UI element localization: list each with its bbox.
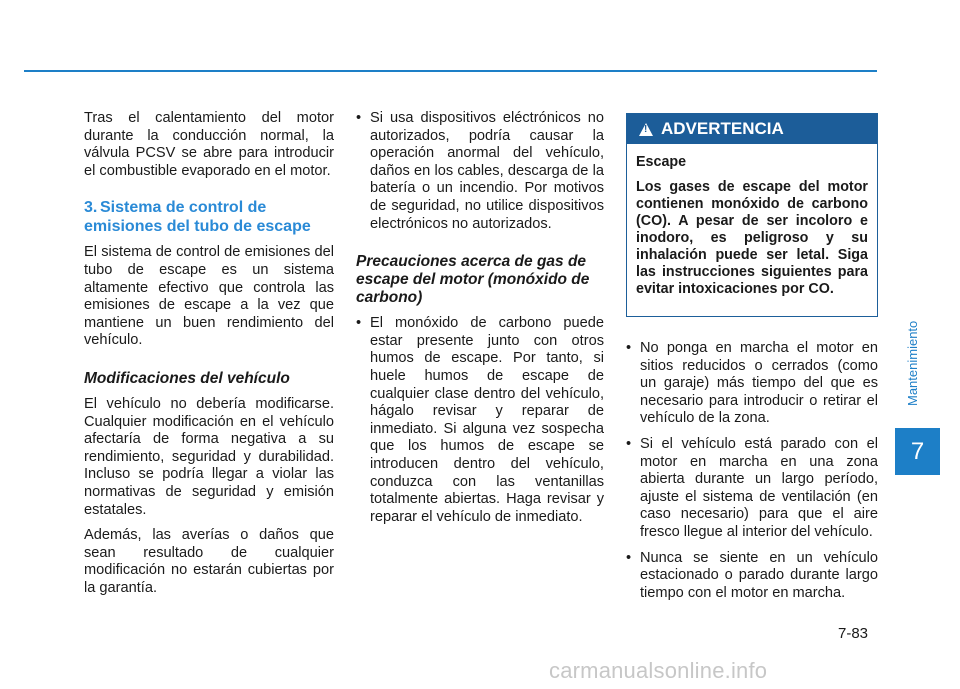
list-item: • Si usa dispositivos eléctrónicos no autorizados, podría causar la operación anormal del vehículo, daños en los cables, descarga de la batería o un incendio. Por motivos de seguridad, no utilice dispositivos electrónicos no autorizados. <box>356 110 604 233</box>
bullet-list-safety <box>626 340 878 602</box>
section-number: 3. <box>84 199 98 217</box>
bullet-list-co <box>356 315 604 526</box>
section-title <box>84 198 334 236</box>
bullet-list-electronics <box>356 110 604 233</box>
section-paragraph: El sistema de control de emisiones del tubo de escape es un sistema altamente efectivo que controla las emisiones de escape a la vez que mantiene un buen rendimiento del vehículo. <box>84 244 334 349</box>
modifications-paragraph-2: Además, las averías o daños que sean resultado de cualquier modificación no estarán cubiertas por la garantía. <box>84 527 334 596</box>
chapter-tab: 7 <box>895 428 940 475</box>
list-item: • Nunca se siente en un vehículo estacionado o parado durante largo tiempo con el motor en marcha. <box>626 550 878 603</box>
warning-body <box>627 144 877 298</box>
list-item: • El monóxido de carbono puede estar presente junto con otros humos de escape. Por tanto, si huele humos de escape de cualquier clase dentro del vehículo, hágalo revisar y reparar de inmediato. Si alguna vez sospecha que los humos de escape se introducen dentro del vehículo, conduzca con las ventanillas totalmente abiertas. Haga revisar y reparar el vehículo de inmediato. <box>356 315 604 526</box>
column-middle <box>356 110 604 534</box>
subsection-title-modifications: Modificaciones del vehículo <box>84 369 290 387</box>
watermark: carmanualsonline.info <box>549 658 768 683</box>
page-number: 7-83 <box>838 625 869 642</box>
warning-box <box>626 113 878 317</box>
list-item: • No ponga en marcha el motor en sitios reducidos o cerrados (como un garaje) más tiempo del que es necesario para introducir o retirar el vehículo de la zona. <box>626 340 878 428</box>
column-right <box>626 340 878 610</box>
warning-text: Los gases de escape del motor contienen monóxido de carbono (CO). A pesar de ser incoloro e inodoro, es peligroso y su inhalación puede ser letal. Siga las instrucciones siguientes para evitar intoxicaciones por CO. <box>636 179 868 297</box>
warning-header <box>627 114 877 144</box>
intro-paragraph: Tras el calentamiento del motor durante la conducción normal, la válvula PCSV se abre para introducir el combustible evaporado en el motor. <box>84 110 334 179</box>
column-left <box>84 110 334 605</box>
list-item: • Si el vehículo está parado con el motor en marcha en una zona abierta durante un largo período, ajuste el sistema de ventilación (en caso necesario) para que el aire fresco llegue al interior del vehículo. <box>626 436 878 542</box>
subsection-title-exhaust: Precauciones acerca de gas de escape del motor (monóxido de carbono) <box>356 253 590 307</box>
section-title-text: Sistema de control de emisiones del tubo de escape <box>84 199 311 236</box>
warning-triangle-icon <box>639 123 653 136</box>
chapter-side-label: Mantenimiento <box>905 320 920 406</box>
warning-subtitle: Escape <box>636 154 687 170</box>
top-rule <box>24 70 877 72</box>
modifications-paragraph-1: El vehículo no debería modificarse. Cualquier modificación en el vehículo afectaría de forma negativa a su rendimiento, seguridad y durabilidad. Incluso se podría llegar a violar las normativas de seguridad y emisión estatales. <box>84 395 334 518</box>
warning-title: ADVERTENCIA <box>661 119 784 138</box>
